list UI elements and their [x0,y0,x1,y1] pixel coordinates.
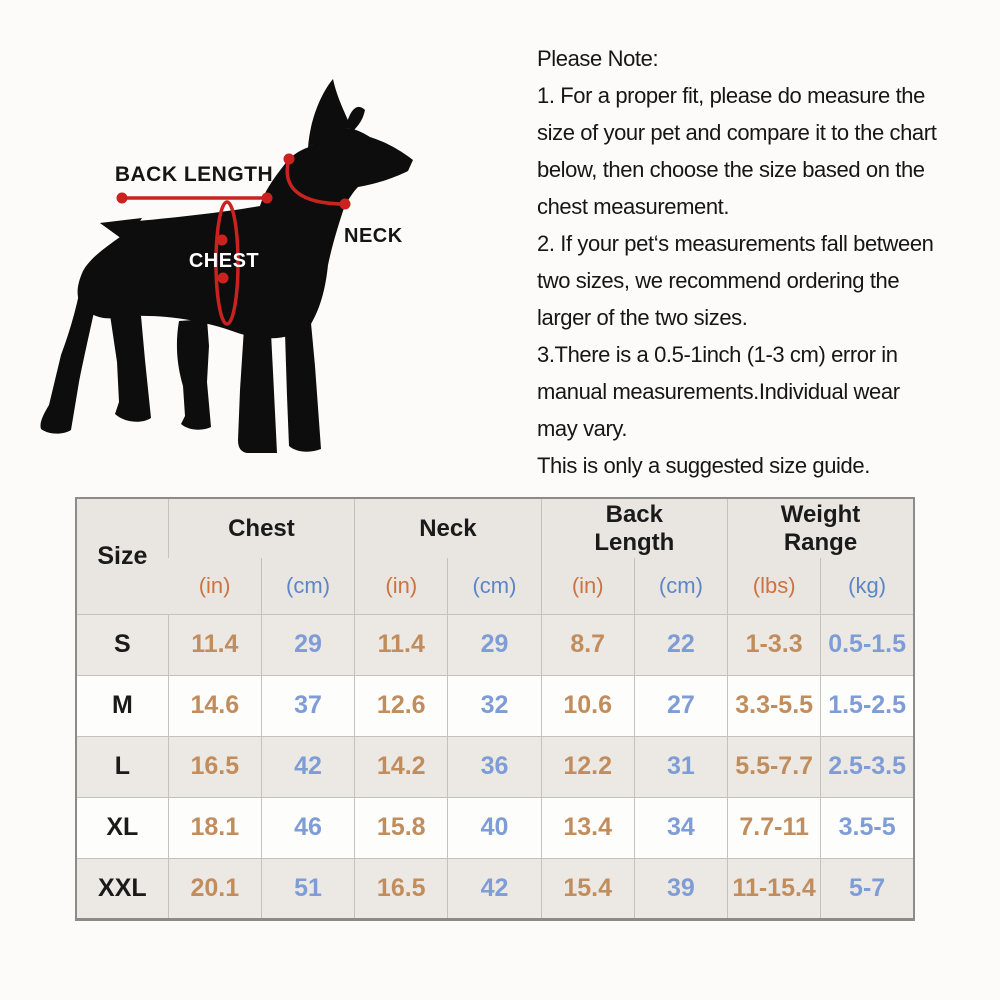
unit-header-backlength-cm: (cm) [634,558,727,614]
group-label: Neck [419,514,477,542]
back-length-dot-left [117,193,128,204]
chest-group-header [168,498,354,558]
table-cell: 14.2 [355,736,448,797]
note-line: 2. If your pet‘s measurements fall between [537,231,934,256]
table-cell: 5-7 [821,858,914,919]
table-cell: 11-15.4 [728,858,821,919]
size-column-header: Size [76,498,168,614]
dog-hind-leg-near [109,308,151,422]
dog-ear-back [346,107,365,131]
chest-dot-bottom [218,273,229,284]
table-cell: 11.4 [355,614,448,675]
table-cell: 12.2 [541,736,634,797]
note-line: may vary. [537,416,628,441]
table-cell: 36 [448,736,541,797]
unit-header-weight-kg: (kg) [821,558,914,614]
size-cell: L [76,736,168,797]
table-cell: 42 [448,858,541,919]
table-cell: 1.5-2.5 [821,675,914,736]
size-cell: M [76,675,168,736]
neck-dot-bottom [340,199,351,210]
table-cell: 29 [261,614,354,675]
header-group-row [76,498,914,558]
note-line: This is only a suggested size guide. [537,453,870,478]
dog-front-leg-near-left [238,328,277,453]
size-chart-table [75,497,915,921]
table-cell: 27 [634,675,727,736]
unit-header-weight-lbs: (lbs) [728,558,821,614]
dog-front-leg-near-right [285,323,321,452]
table-cell: 22 [634,614,727,675]
size-cell: S [76,614,168,675]
table-cell: 16.5 [355,858,448,919]
table-cell: 8.7 [541,614,634,675]
unit-header-backlength-in: (in) [541,558,634,614]
table-cell: 20.1 [168,858,261,919]
table-cell: 7.7-11 [728,797,821,858]
dog-front-leg-far [177,319,211,430]
table-cell: 34 [634,797,727,858]
dog-measurement-diagram [30,60,510,480]
table-cell: 51 [261,858,354,919]
note-line: two sizes, we recommend ordering the [537,268,900,293]
back-length-annotation [117,193,273,204]
note-line: larger of the two sizes. [537,305,748,330]
size-cell: XXL [76,858,168,919]
table-cell: 3.5-5 [821,797,914,858]
table-cell: 14.6 [168,675,261,736]
back-length-group-header [541,498,727,558]
table-cell: 5.5-7.7 [728,736,821,797]
group-label: Back Length [594,500,675,556]
table-cell: 11.4 [168,614,261,675]
table-cell: 3.3-5.5 [728,675,821,736]
note-line: manual measurements.Individual wear [537,379,900,404]
table-cell: 15.8 [355,797,448,858]
table-cell: 1-3.3 [728,614,821,675]
table-cell: 16.5 [168,736,261,797]
table-row-xxl [76,858,914,919]
dog-hind-leg-far [40,271,97,434]
chest-label: CHEST [188,250,260,272]
table-cell: 32 [448,675,541,736]
note-title: Please Note: [537,46,659,71]
neck-group-header [355,498,541,558]
group-label: Chest [228,514,295,542]
back-length-dot-right [262,193,273,204]
unit-header-chest-cm: (cm) [261,558,354,614]
table-cell: 29 [448,614,541,675]
table-cell: 15.4 [541,858,634,919]
note-line: below, then choose the size based on the [537,157,925,182]
table-cell: 2.5-3.5 [821,736,914,797]
unit-header-chest-in: (in) [168,558,261,614]
weight-range-group-header [728,498,914,558]
note-line: size of your pet and compare it to the chart [537,120,937,145]
table-cell: 31 [634,736,727,797]
unit-header-neck-cm: (cm) [448,558,541,614]
table-cell: 40 [448,797,541,858]
back-length-label: BACK LENGTH [114,163,274,186]
note-line: 3.There is a 0.5-1inch (1-3 cm) error in [537,342,898,367]
note-line: 1. For a proper fit, please do measure the [537,83,925,108]
neck-dot-top [284,154,295,165]
header-units-row [76,558,914,614]
table-cell: 13.4 [541,797,634,858]
size-cell: XL [76,797,168,858]
table-cell: 46 [261,797,354,858]
group-label: Weight Range [780,500,861,556]
table-row-xl [76,797,914,858]
unit-header-neck-in: (in) [355,558,448,614]
chest-dot-top [217,235,228,246]
table-cell: 37 [261,675,354,736]
table-row-m [76,675,914,736]
table-row-s [76,614,914,675]
neck-label: NECK [344,225,403,247]
table-cell: 42 [261,736,354,797]
table-cell: 0.5-1.5 [821,614,914,675]
note-line: chest measurement. [537,194,730,219]
table-cell: 12.6 [355,675,448,736]
table-cell: 18.1 [168,797,261,858]
note-block [537,40,977,484]
table-row-l [76,736,914,797]
table-cell: 10.6 [541,675,634,736]
table-cell: 39 [634,858,727,919]
